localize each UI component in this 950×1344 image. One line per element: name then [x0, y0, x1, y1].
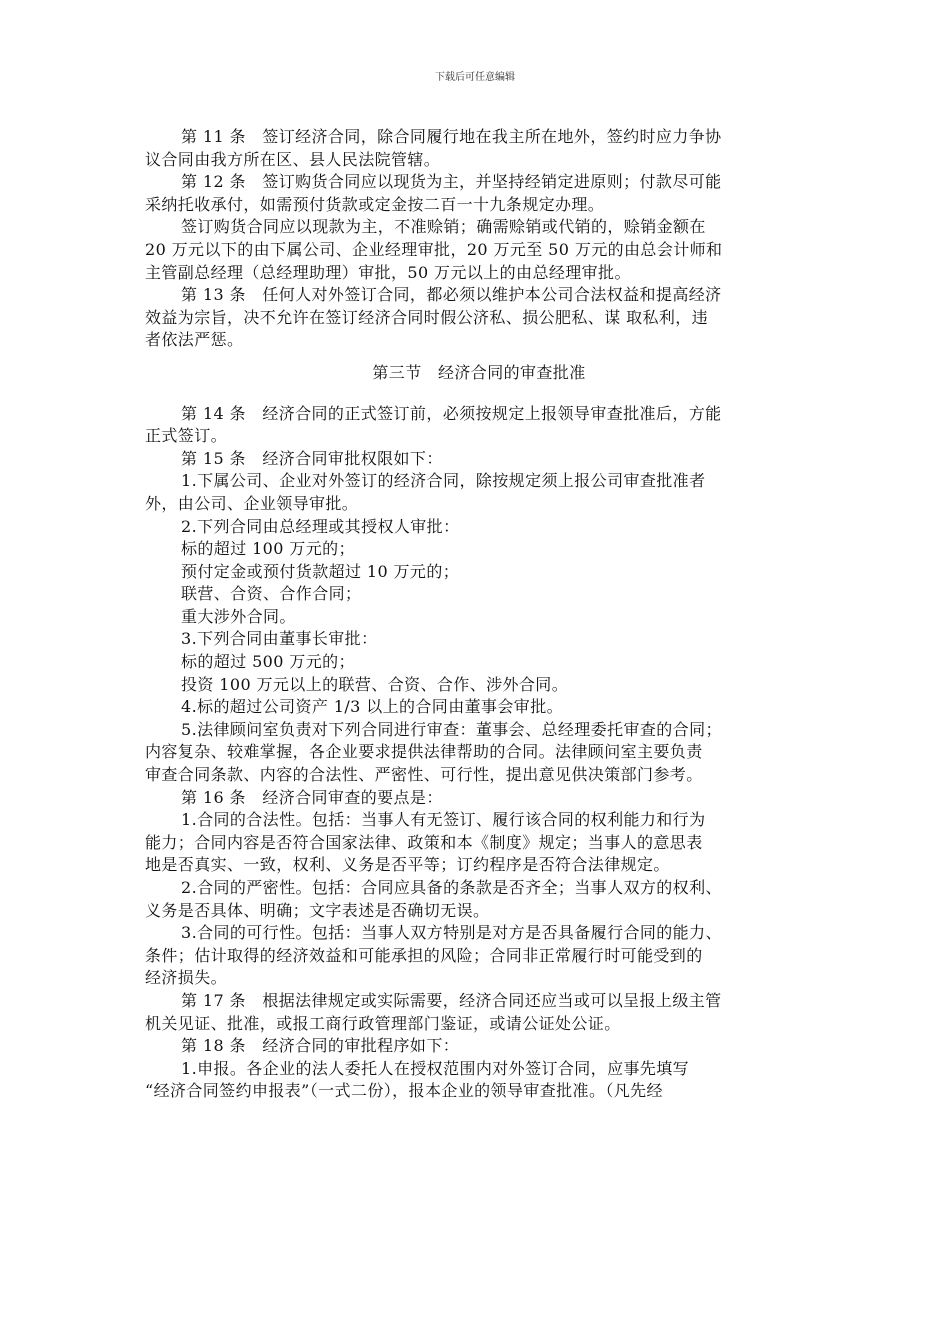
text-line: 2.下列合同由总经理或其授权人审批：: [181, 516, 460, 536]
text-line: 经济损失。: [145, 968, 228, 988]
text-line: 1.合同的合法性。包括：当事人有无签订、履行该合同的权利能力和行为: [181, 810, 706, 830]
section-title: 第三节 经济合同的审查批准: [372, 362, 586, 382]
text-line: 议合同由我方所在区、县人民法院管辖。: [145, 149, 441, 169]
text-line: 投资 100 万元以上的联营、合资、合作、涉外合同。: [181, 674, 569, 694]
text-line: 4.标的超过公司资产 1/3 以上的合同由董事会审批。: [181, 697, 563, 717]
text-line: 第 14 条 经济合同的正式签订前，必须按规定上报领导审查批准后，方能: [181, 403, 722, 423]
text-line: 2.合同的严密性。包括：合同应具备的条款是否齐全；当事人双方的权利、: [181, 878, 722, 897]
text-line: “经济合同签约申报表”（一式二份），报本企业的领导审查批准。（凡先经: [145, 1081, 663, 1101]
article-block-11-13: [145, 126, 813, 352]
text-line: 第 16 条 经济合同审查的要点是：: [181, 787, 443, 807]
text-line: 5.法律顾问室负责对下列合同进行审查：董事会、总经理委托审查的合同；: [181, 719, 722, 739]
text-line: 3.合同的可行性。包括：当事人双方特别是对方是否具备履行合同的能力、: [181, 923, 722, 943]
text-line: 外，由公司、企业领导审批。: [145, 493, 359, 513]
text-line: 第 18 条 经济合同的审批程序如下：: [181, 1036, 460, 1056]
text-line: 第 13 条 任何人对外签订合同，都必须以维护本公司合法权益和提高经济: [181, 285, 722, 305]
text-line: 正式签订。: [145, 426, 228, 446]
text-line: 标的超过 500 万元的；: [181, 652, 355, 672]
text-line: 1.下属公司、企业对外签订的经济合同，除按规定须上报公司审查批准者: [181, 471, 706, 491]
text-line: 义务是否具体、明确；文字表述是否确切无误。: [145, 900, 490, 920]
article-block-14-18: [145, 403, 813, 1103]
text-line: 重大涉外合同。: [181, 606, 296, 626]
text-line: 预付定金或预付货款超过 10 万元的；: [181, 561, 460, 581]
text-line: 标的超过 100 万元的；: [181, 539, 355, 559]
text-line: 机关见证、批准，或报工商行政管理部门鉴证，或请公证处公证。: [145, 1013, 621, 1033]
text-line: 地是否真实、一致，权利、义务是否平等；订约程序是否符合法律规定。: [145, 855, 670, 875]
page-header-note: 下载后可任意编辑: [435, 72, 515, 83]
text-line: 主管副总经理（总经理助理）审批，50 万元以上的由总经理审批。: [145, 262, 631, 282]
text-line: 能力；合同内容是否符合国家法律、政策和本《制度》规定；当事人的意思表: [145, 832, 703, 852]
text-line: 联营、合资、合作合同；: [181, 584, 362, 604]
document-body: [145, 126, 813, 1103]
text-line: 20 万元以下的由下属公司、企业经理审批，20 万元至 50 万元的由总会计师和: [145, 239, 723, 259]
text-line: 1.申报。各企业的法人委托人在授权范围内对外签订合同，应事先填写: [181, 1058, 690, 1078]
text-line: 第 11 条 签订经济合同，除合同履行地在我主所在地外，签约时应力争协: [181, 127, 722, 146]
text-line: 内容复杂、较难掌握，各企业要求提供法律帮助的合同。法律顾问室主要负责: [145, 742, 703, 762]
text-line: 者依法严惩。: [145, 330, 244, 350]
text-line: 条件；估计取得的经济效益和可能承担的风险；合同非正常履行时可能受到的: [145, 945, 703, 965]
text-line: 签订购货合同应以现款为主，不准赊销；确需赊销或代销的，赊销金额在: [181, 217, 706, 237]
text-line: 3.下列合同由董事长审批：: [181, 629, 378, 649]
text-line: 第 15 条 经济合同审批权限如下：: [181, 448, 443, 468]
text-line: 效益为宗旨，决不允许在签订经济合同时假公济私、损公肥私、谋 取私利，违: [145, 307, 709, 327]
text-line: 采纳托收承付，如需预付货款或定金按二百一十九条规定办理。: [145, 194, 605, 214]
text-line: 审查合同条款、内容的合法性、严密性、可行性，提出意见供决策部门参考。: [145, 765, 703, 785]
text-line: 第 17 条 根据法律规定或实际需要，经济合同还应当或可以呈报上级主管: [181, 990, 722, 1010]
text-line: 第 12 条 签订购货合同应以现货为主，并坚持经销定进原则；付款尽可能: [181, 172, 722, 192]
